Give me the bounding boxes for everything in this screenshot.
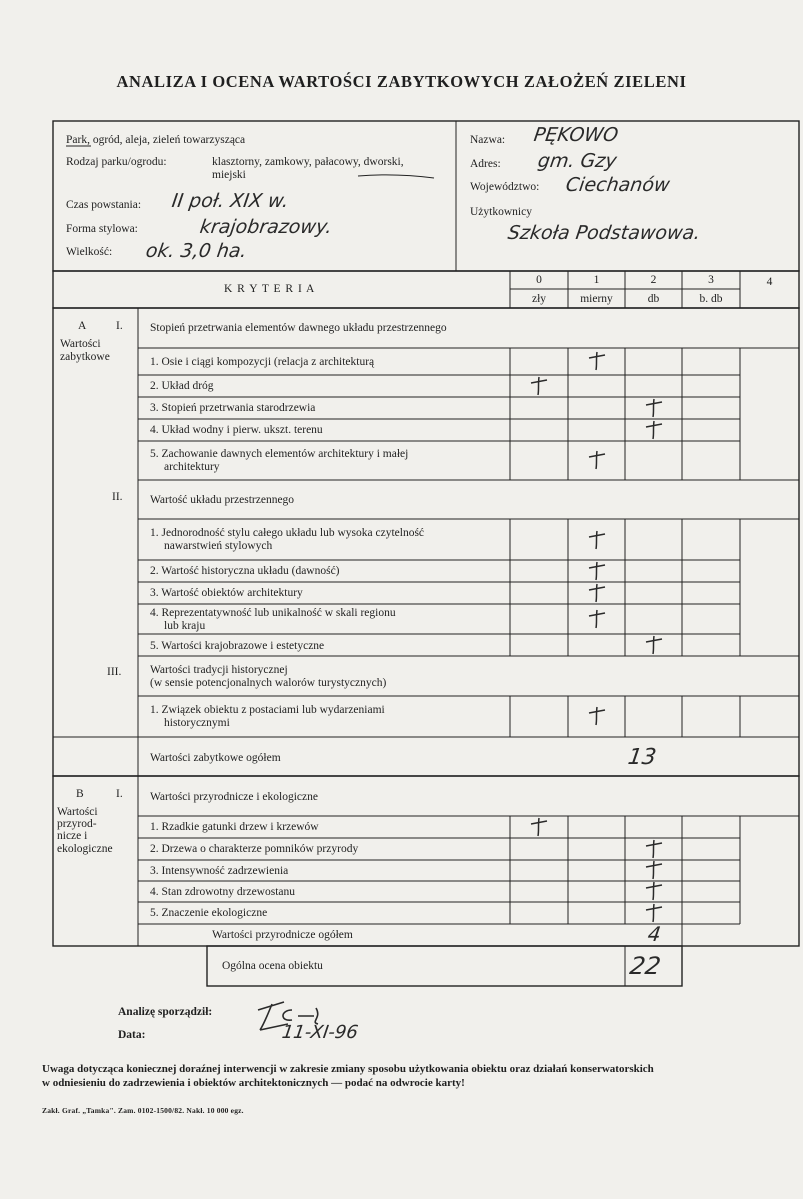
section-b-name-4: ekologiczne — [57, 843, 113, 855]
wielkosc-value: ok. 3,0 ha. — [144, 240, 249, 262]
b-item-4: 4. Stan zdrowotny drzewostanu — [150, 886, 295, 898]
mark-a-i-1 — [586, 350, 608, 372]
a-ii-title: Wartość układu przestrzennego — [150, 494, 295, 506]
section-b-name-1: Wartości — [57, 806, 98, 818]
a-total-value: 13 — [626, 745, 658, 770]
mark-a-ii-1 — [586, 529, 608, 551]
score-num-0: 0 — [536, 274, 542, 286]
section-b-letter: B — [76, 788, 84, 800]
mark-b-5 — [643, 902, 665, 924]
b-item-3: 3. Intensywność zadrzewienia — [150, 865, 289, 877]
forma-value: krajobrazowy. — [198, 216, 334, 238]
score-label-3: b. db — [699, 293, 723, 305]
rodzaj-options: klasztorny, zamkowy, pałacowy, dworski, — [212, 156, 404, 168]
a-i-item-5b: architektury — [164, 461, 220, 473]
b-item-2: 2. Drzewa o charakterze pomników przyrody — [150, 843, 359, 855]
section-b-name-3: nicze i — [57, 830, 88, 842]
overall-label: Ogólna ocena obiektu — [222, 960, 323, 972]
b-total-value: 4 — [646, 922, 663, 946]
adres-value: gm. Gzy — [536, 150, 619, 172]
a-ii-item-4b: lub kraju — [164, 620, 206, 632]
a-ii-item-4: 4. Reprezentatywność lub unikalność w skali regionu — [150, 607, 396, 619]
a-ii-item-2: 2. Wartość historyczna układu (dawność) — [150, 565, 340, 577]
rodzaj-options-2: miejski — [212, 169, 246, 181]
a-iii-title-2: (w sensie potencjonalnych walorów turystycznych) — [150, 677, 387, 689]
criteria-header: K R Y T E R I A — [224, 283, 316, 295]
b-item-1: 1. Rzadkie gatunki drzew i krzewów — [150, 821, 319, 833]
wojewodztwo-value: Ciechanów — [564, 174, 672, 196]
printer-imprint: Zakł. Graf. „Tamka". Zam. 0102-1500/82. Nakł. 10 000 egz. — [42, 1106, 244, 1115]
data-value: 11-XI-96 — [280, 1022, 360, 1043]
a-iii-item-1b: historycznymi — [164, 717, 230, 729]
mark-a-i-5 — [586, 449, 608, 471]
note-line-2: w odniesieniu do zadrzewienia i obiektów architektonicznych — podać na odwrocie karty! — [42, 1077, 465, 1089]
score-num-4: 4 — [766, 276, 773, 288]
mark-a-i-4 — [643, 419, 665, 441]
overall-value: 22 — [628, 952, 663, 980]
adres-label: Adres: — [470, 158, 501, 170]
wojewodztwo-label: Województwo: — [470, 181, 540, 193]
section-a-name-1: Wartości — [60, 338, 101, 350]
a-i-item-2: 2. Układ dróg — [150, 380, 214, 392]
mark-a-ii-4 — [586, 608, 608, 630]
a-iii-title-1: Wartości tradycji historycznej — [150, 664, 288, 676]
uzytkownicy-label: Użytkownicy — [470, 206, 532, 218]
a-i-title: Stopień przetrwania elementów dawnego układu przestrzennego — [150, 322, 447, 334]
wielkosc-label: Wielkość: — [66, 246, 113, 258]
nazwa-value: PĘKOWO — [532, 124, 620, 146]
mark-b-1 — [528, 816, 550, 838]
a-total-label: Wartości zabytkowe ogółem — [150, 752, 281, 764]
score-label-0: zły — [531, 293, 547, 305]
b-item-5: 5. Znaczenie ekologiczne — [150, 907, 268, 919]
forma-label: Forma stylowa: — [66, 223, 138, 235]
rodzaj-label: Rodzaj parku/ogrodu: — [66, 156, 167, 168]
park-type-line: Park, ogród, aleja, zieleń towarzysząca — [66, 134, 246, 146]
a-i-item-4: 4. Układ wodny i pierw. ukszt. terenu — [150, 424, 323, 436]
mark-a-ii-2 — [586, 560, 608, 582]
mark-a-iii-1 — [586, 705, 608, 727]
nazwa-label: Nazwa: — [470, 134, 506, 146]
a-ii-item-1b: nawarstwień stylowych — [164, 540, 273, 552]
mark-a-ii-5 — [643, 634, 665, 656]
score-label-1: mierny — [580, 293, 613, 305]
mark-b-4 — [643, 880, 665, 902]
a-ii-item-1: 1. Jednorodność stylu całego układu lub wysoka czytelność — [150, 527, 425, 539]
score-num-3: 3 — [708, 274, 714, 286]
a-ii-item-3: 3. Wartość obiektów architektury — [150, 587, 303, 599]
a-ii-item-5: 5. Wartości krajobrazowe i estetyczne — [150, 640, 325, 652]
a-i-item-3: 3. Stopień przetrwania starodrzewia — [150, 402, 316, 414]
data-label: Data: — [118, 1029, 146, 1041]
mark-a-i-3 — [643, 397, 665, 419]
a-i-item-5: 5. Zachowanie dawnych elementów architektury i małej — [150, 448, 409, 460]
mark-b-2 — [643, 838, 665, 860]
section-a-roman-2: II. — [112, 491, 123, 503]
section-a-name-2: zabytkowe — [60, 351, 110, 363]
page-title: ANALIZA I OCENA WARTOŚCI ZABYTKOWYCH ZAŁOŻEŃ ZIELENI — [116, 72, 687, 91]
b-title: Wartości przyrodnicze i ekologiczne — [150, 791, 318, 803]
mark-b-3 — [643, 859, 665, 881]
note-line-1: Uwaga dotycząca koniecznej doraźnej interwencji w zakresie zmiany sposobu użytkowania obiektu oraz działań konserwatorskich — [42, 1063, 654, 1075]
score-label-2: db — [647, 293, 660, 305]
b-total-label: Wartości przyrodnicze ogółem — [212, 929, 353, 941]
score-num-1: 1 — [593, 274, 600, 286]
a-i-item-1: 1. Osie i ciągi kompozycji (relacja z architekturą — [150, 356, 375, 368]
section-b-name-2: przyrod- — [57, 818, 97, 830]
sporzadzil-label: Analizę sporządził: — [118, 1006, 213, 1018]
a-iii-item-1: 1. Związek obiektu z postaciami lub wydarzeniami — [150, 704, 385, 716]
czas-label: Czas powstania: — [66, 199, 142, 211]
mark-a-ii-3 — [586, 582, 608, 604]
score-num-2: 2 — [650, 274, 657, 286]
section-b-roman: I. — [116, 788, 123, 800]
czas-value: II poł. XIX w. — [170, 190, 291, 212]
uzytkownicy-value: Szkoła Podstawowa. — [506, 222, 702, 244]
mark-a-i-2 — [528, 375, 550, 397]
section-a-letter: A — [78, 320, 87, 332]
section-a-roman-1: I. — [116, 320, 123, 332]
section-a-roman-3: III. — [107, 666, 122, 678]
